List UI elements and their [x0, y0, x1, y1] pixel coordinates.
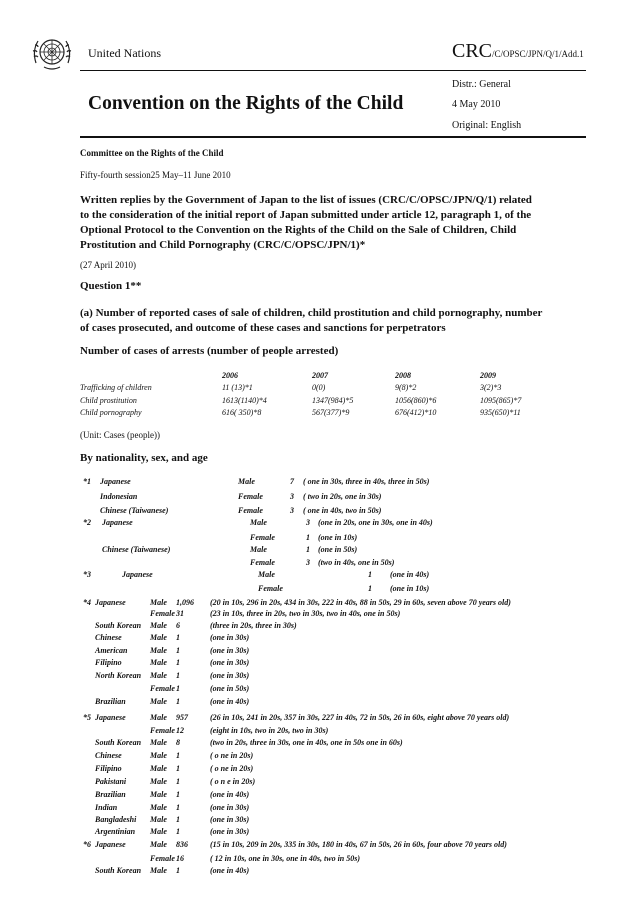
- arrests-heading: Number of cases of arrests (number of people arrested): [80, 345, 339, 357]
- age-breakdown: (one in 40s): [390, 570, 430, 579]
- age-breakdown: (one in 20s, one in 30s, one in 40s): [318, 518, 433, 527]
- sex-label: Male: [150, 598, 167, 607]
- nationality-label: North Korean: [95, 671, 142, 680]
- age-breakdown: (one in 50s): [210, 684, 250, 693]
- sex-label: Male: [150, 777, 167, 786]
- nationality-label: South Korean: [95, 866, 142, 875]
- sex-label: Male: [150, 815, 167, 824]
- count-value: 7: [290, 477, 294, 486]
- sex-label: Female: [150, 726, 175, 735]
- footnote-marker: *1: [83, 477, 91, 486]
- table-row-label: Trafficking of children: [80, 383, 152, 392]
- title-rule: [80, 136, 586, 138]
- age-breakdown: (one in 30s): [210, 646, 250, 655]
- nationality-label: Japanese: [102, 518, 133, 527]
- age-breakdown: (eight in 10s, two in 20s, two in 30s): [210, 726, 329, 735]
- nationality-label: Chinese: [95, 633, 122, 642]
- age-breakdown: ( one in 40s, two in 50s): [303, 506, 382, 515]
- footnote-marker: *3: [83, 570, 91, 579]
- main-title-line: Written replies by the Government of Japan to the list of issues (CRC/C/OPSC/JPN/Q/1) related: [80, 194, 532, 206]
- year-header: 2008: [395, 371, 411, 380]
- question-heading: Question 1**: [80, 280, 142, 292]
- table-cell: 0(0): [312, 383, 326, 392]
- sex-label: Male: [150, 646, 167, 655]
- count-value: 1: [306, 545, 310, 554]
- sex-label: Male: [150, 738, 167, 747]
- age-breakdown: (one in 30s): [210, 827, 250, 836]
- question-text-line: (a) Number of reported cases of sale of children, child prostitution and child pornography, number: [80, 307, 543, 319]
- age-breakdown: (two in 40s, one in 50s): [318, 558, 395, 567]
- sex-label: Male: [150, 827, 167, 836]
- nationality-label: American: [95, 646, 128, 655]
- age-breakdown: (20 in 10s, 296 in 20s, 434 in 30s, 222 in 40s, 88 in 50s, 29 in 60s, seven above 70 years old): [210, 598, 511, 607]
- document-date: 4 May 2010: [452, 99, 501, 110]
- table-cell: 1095(865)*7: [480, 396, 522, 405]
- count-value: 1: [176, 633, 180, 642]
- sex-label: Male: [150, 633, 167, 642]
- count-value: 6: [176, 621, 180, 630]
- main-title-line: to the consideration of the initial report of Japan submitted under article 12, paragraph 1, of the: [80, 209, 532, 221]
- age-breakdown: ( o ne in 20s): [210, 764, 254, 773]
- sex-label: Male: [238, 477, 255, 486]
- nationality-label: Chinese (Taiwanese): [102, 545, 171, 554]
- age-breakdown: (one in 40s): [210, 697, 250, 706]
- count-value: 1: [176, 764, 180, 773]
- count-value: 1: [176, 658, 180, 667]
- nationality-label: Japanese: [100, 477, 131, 486]
- count-value: 1: [176, 751, 180, 760]
- nationality-label: Pakistani: [95, 777, 127, 786]
- sex-label: Female: [250, 533, 275, 542]
- age-breakdown: (15 in 10s, 209 in 20s, 335 in 30s, 180 in 40s, 67 in 50s, 26 in 60s, four above 70 years old): [210, 840, 507, 849]
- question-text-line: of cases prosecuted, and outcome of these cases and sanctions for perpetrators: [80, 322, 446, 334]
- sex-label: Male: [150, 866, 167, 875]
- table-cell: 9(8)*2: [395, 383, 417, 392]
- age-breakdown: (one in 30s): [210, 633, 250, 642]
- document-symbol: [452, 40, 584, 63]
- session-line: Fifty-fourth session25 May–11 June 2010: [80, 170, 231, 180]
- age-breakdown: (one in 30s): [210, 658, 250, 667]
- nationality-label: Chinese (Taiwanese): [100, 506, 169, 515]
- sex-label: Female: [238, 506, 263, 515]
- main-title-line: Prostitution and Child Pornography (CRC/C/OPSC/JPN/1)*: [80, 239, 366, 251]
- table-row-label: Child prostitution: [80, 396, 137, 405]
- main-title-line: Optional Protocol to the Convention on the Rights of the Child on the Sale of Children, Child: [80, 224, 517, 236]
- sex-label: Male: [150, 658, 167, 667]
- age-breakdown: (one in 30s): [210, 815, 250, 824]
- nationality-label: Bangladeshi: [95, 815, 137, 824]
- sex-label: Female: [238, 492, 263, 501]
- reply-date: (27 April 2010): [80, 260, 136, 270]
- footnote-marker: *5: [83, 713, 91, 722]
- sex-label: Male: [150, 671, 167, 680]
- header-rule: [80, 70, 586, 71]
- count-value: 1: [176, 827, 180, 836]
- sex-label: Male: [150, 713, 167, 722]
- nationality-label: Japanese: [95, 840, 126, 849]
- table-cell: 616( 350)*8: [222, 408, 262, 417]
- count-value: 3: [306, 558, 310, 567]
- table-cell: 3(2)*3: [480, 383, 502, 392]
- age-breakdown: (two in 20s, three in 30s, one in 40s, one in 50s one in 60s): [210, 738, 403, 747]
- age-breakdown: (one in 40s): [210, 790, 250, 799]
- count-value: 31: [176, 609, 184, 618]
- count-value: 1: [368, 584, 372, 593]
- count-value: 1: [176, 790, 180, 799]
- sex-label: Male: [150, 751, 167, 760]
- sex-label: Male: [150, 621, 167, 630]
- document-symbol-main: CRC: [452, 40, 493, 62]
- original-language: Original: English: [452, 120, 522, 131]
- sex-label: Female: [258, 584, 283, 593]
- year-header: 2009: [480, 371, 496, 380]
- nationality-label: Filipino: [95, 658, 122, 667]
- age-breakdown: (three in 20s, three in 30s): [210, 621, 297, 630]
- nationality-heading: By nationality, sex, and age: [80, 452, 208, 464]
- un-emblem-icon: [30, 33, 74, 73]
- age-breakdown: (26 in 10s, 241 in 20s, 357 in 30s, 227 in 40s, 72 in 50s, 26 in 60s, eight above 70 years old): [210, 713, 510, 722]
- count-value: 1: [176, 777, 180, 786]
- age-breakdown: ( 12 in 10s, one in 30s, one in 40s, two in 50s): [210, 854, 361, 863]
- table-row-label: Child pornography: [80, 408, 142, 417]
- count-value: 1: [176, 803, 180, 812]
- sex-label: Male: [150, 764, 167, 773]
- age-breakdown: (one in 10s): [318, 533, 358, 542]
- nationality-label: Indian: [95, 803, 118, 812]
- count-value: 3: [306, 518, 310, 527]
- main-title: [80, 193, 532, 253]
- nationality-label: South Korean: [95, 621, 142, 630]
- count-value: 8: [176, 738, 180, 747]
- age-breakdown: (one in 30s): [210, 803, 250, 812]
- year-header: 2007: [312, 371, 328, 380]
- nationality-label: South Korean: [95, 738, 142, 747]
- sex-label: Female: [150, 609, 175, 618]
- committee-name: Committee on the Rights of the Child: [80, 148, 224, 158]
- nationality-label: Japanese: [95, 598, 126, 607]
- count-value: 1: [306, 533, 310, 542]
- count-value: 3: [290, 492, 294, 501]
- count-value: 957: [176, 713, 188, 722]
- age-breakdown: ( one in 30s, three in 40s, three in 50s): [303, 477, 430, 486]
- table-cell: 676(412)*10: [395, 408, 437, 417]
- sex-label: Male: [150, 790, 167, 799]
- count-value: 836: [176, 840, 188, 849]
- table-cell: 567(377)*9: [312, 408, 350, 417]
- sex-label: Male: [258, 570, 275, 579]
- count-value: 1: [176, 697, 180, 706]
- age-breakdown: (23 in 10s, three in 20s, two in 30s, two in 40s, one in 50s): [210, 609, 401, 618]
- age-breakdown: ( two in 20s, one in 30s): [303, 492, 382, 501]
- nationality-label: Brazilian: [95, 697, 126, 706]
- table-cell: 935(650)*11: [480, 408, 521, 417]
- age-breakdown: (one in 50s): [318, 545, 358, 554]
- sex-label: Female: [250, 558, 275, 567]
- count-value: 1: [176, 646, 180, 655]
- sex-label: Male: [150, 803, 167, 812]
- sex-label: Male: [150, 840, 167, 849]
- footnote-marker: *6: [83, 840, 91, 849]
- age-breakdown: ( o n e in 20s): [210, 777, 256, 786]
- document-symbol-suffix: /C/OPSC/JPN/Q/1/Add.1: [492, 49, 584, 59]
- sex-label: Male: [250, 545, 267, 554]
- count-value: 3: [290, 506, 294, 515]
- sex-label: Female: [150, 854, 175, 863]
- table-cell: 11 (13)*1: [222, 383, 253, 392]
- nationality-label: Argentinian: [95, 827, 136, 836]
- year-header: 2006: [222, 371, 238, 380]
- nationality-label: Japanese: [122, 570, 153, 579]
- page-title: Convention on the Rights of the Child: [88, 93, 404, 114]
- table-cell: 1347(984)*5: [312, 396, 354, 405]
- count-value: 12: [176, 726, 184, 735]
- count-value: 1,096: [176, 598, 194, 607]
- question-text: [80, 306, 542, 336]
- distribution: Distr.: General: [452, 79, 511, 90]
- table-cell: 1056(860)*6: [395, 396, 437, 405]
- age-breakdown: ( o ne in 20s): [210, 751, 254, 760]
- sex-label: Male: [250, 518, 267, 527]
- count-value: 1: [176, 866, 180, 875]
- nationality-label: Brazilian: [95, 790, 126, 799]
- count-value: 1: [176, 671, 180, 680]
- count-value: 1: [176, 815, 180, 824]
- age-breakdown: (one in 10s): [390, 584, 430, 593]
- count-value: 1: [176, 684, 180, 693]
- footnote-marker: *4: [83, 598, 91, 607]
- nationality-label: Filipino: [95, 764, 122, 773]
- nationality-label: Chinese: [95, 751, 122, 760]
- age-breakdown: (one in 40s): [210, 866, 250, 875]
- sex-label: Female: [150, 684, 175, 693]
- count-value: 16: [176, 854, 184, 863]
- org-name: United Nations: [88, 46, 161, 60]
- footnote-marker: *2: [83, 518, 91, 527]
- count-value: 1: [368, 570, 372, 579]
- age-breakdown: (one in 30s): [210, 671, 250, 680]
- nationality-label: Indonesian: [100, 492, 138, 501]
- sex-label: Male: [150, 697, 167, 706]
- nationality-label: Japanese: [95, 713, 126, 722]
- table-cell: 1613(1140)*4: [222, 396, 267, 405]
- unit-note: (Unit: Cases (people)): [80, 430, 160, 440]
